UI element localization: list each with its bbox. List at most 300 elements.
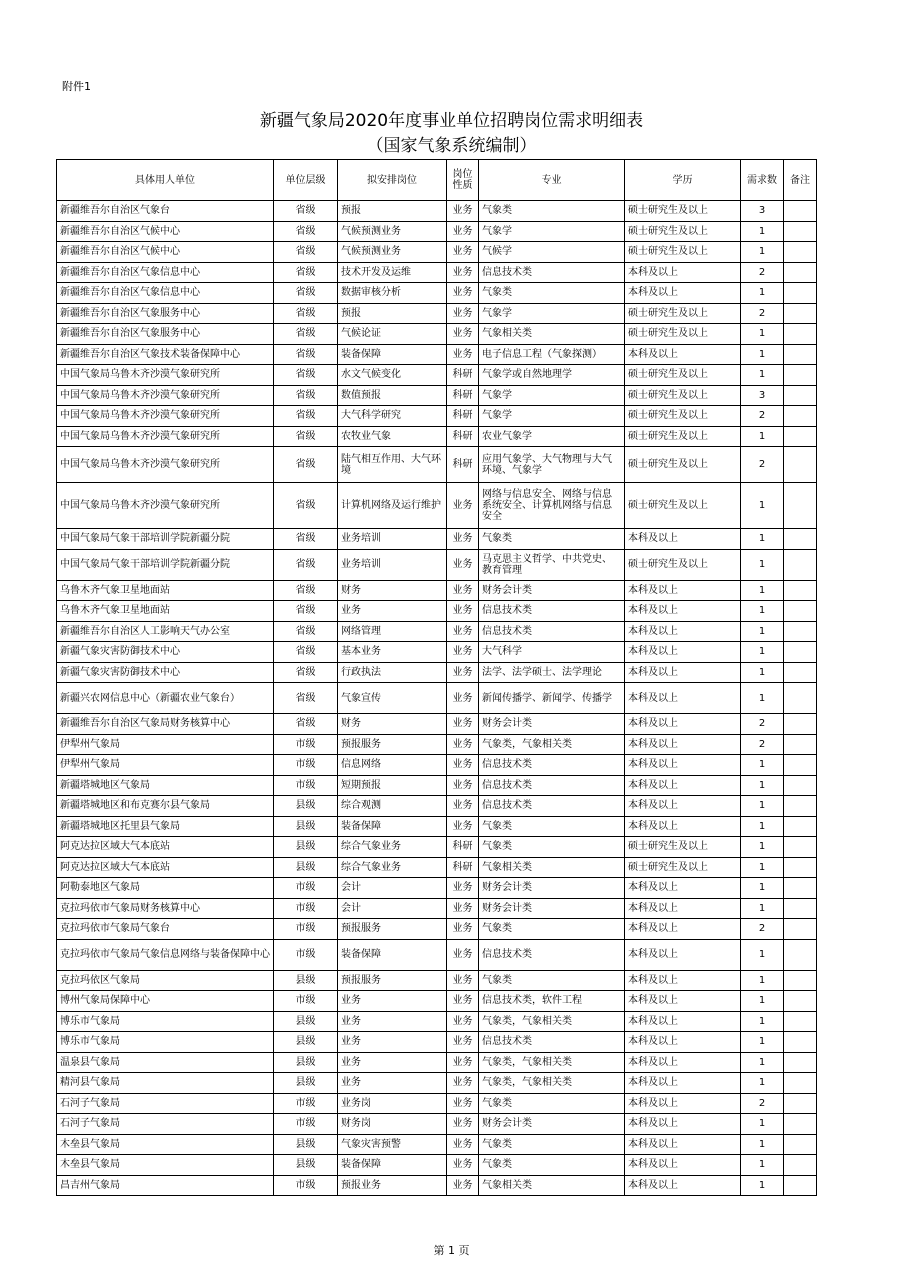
cell-education: 硕士研究生及以上 [625, 857, 741, 878]
cell-count: 1 [741, 1073, 784, 1094]
cell-education: 本科及以上 [625, 1114, 741, 1135]
cell-unit: 精河县气象局 [57, 1073, 274, 1094]
cell-level: 省级 [274, 621, 338, 642]
cell-nature: 业务 [447, 714, 479, 735]
cell-unit: 新疆维吾尔自治区人工影响天气办公室 [57, 621, 274, 642]
cell-count: 1 [741, 796, 784, 817]
cell-level: 县级 [274, 1155, 338, 1176]
cell-unit: 博州气象局保障中心 [57, 991, 274, 1012]
cell-position: 预报业务 [338, 1175, 447, 1196]
cell-major: 网络与信息安全、网络与信息系统安全、计算机网络与信息安全 [479, 483, 625, 529]
cell-remarks [784, 662, 817, 683]
table-row [57, 221, 817, 242]
cell-nature: 科研 [447, 365, 479, 386]
table-row [57, 1052, 817, 1073]
cell-level: 县级 [274, 1032, 338, 1053]
cell-unit: 新疆塔城地区气象局 [57, 775, 274, 796]
cell-level: 市级 [274, 734, 338, 755]
cell-major: 电子信息工程（气象探测） [479, 344, 625, 365]
cell-level: 市级 [274, 755, 338, 776]
header-education: 学历 [625, 160, 741, 201]
cell-education: 本科及以上 [625, 1093, 741, 1114]
cell-nature: 业务 [447, 939, 479, 970]
cell-education: 本科及以上 [625, 714, 741, 735]
cell-nature: 业务 [447, 898, 479, 919]
cell-count: 2 [741, 447, 784, 483]
cell-position: 网络管理 [338, 621, 447, 642]
header-major: 专业 [479, 160, 625, 201]
cell-major: 气象类 [479, 283, 625, 304]
cell-nature: 业务 [447, 549, 479, 580]
cell-unit: 木垒县气象局 [57, 1155, 274, 1176]
cell-education: 本科及以上 [625, 283, 741, 304]
table-row [57, 714, 817, 735]
cell-nature: 业务 [447, 683, 479, 714]
cell-education: 本科及以上 [625, 601, 741, 622]
table-row [57, 1093, 817, 1114]
table-row [57, 775, 817, 796]
cell-nature: 业务 [447, 221, 479, 242]
cell-position: 业务培训 [338, 549, 447, 580]
cell-nature: 业务 [447, 662, 479, 683]
cell-education: 硕士研究生及以上 [625, 324, 741, 345]
cell-major: 气象类 [479, 837, 625, 858]
cell-position: 水文气候变化 [338, 365, 447, 386]
cell-nature: 业务 [447, 262, 479, 283]
cell-education: 本科及以上 [625, 775, 741, 796]
cell-level: 省级 [274, 426, 338, 447]
table-row [57, 344, 817, 365]
cell-major: 信息技术类，软件工程 [479, 991, 625, 1012]
cell-remarks [784, 324, 817, 345]
cell-position: 会计 [338, 878, 447, 899]
cell-education: 本科及以上 [625, 1175, 741, 1196]
cell-education: 硕士研究生及以上 [625, 242, 741, 263]
cell-position: 装备保障 [338, 816, 447, 837]
cell-unit: 新疆兴农网信息中心（新疆农业气象台） [57, 683, 274, 714]
cell-remarks [784, 683, 817, 714]
table-row [57, 1032, 817, 1053]
header-position: 拟安排岗位 [338, 160, 447, 201]
table-row [57, 601, 817, 622]
cell-education: 本科及以上 [625, 919, 741, 940]
cell-remarks [784, 1134, 817, 1155]
table-row [57, 919, 817, 940]
cell-count: 2 [741, 303, 784, 324]
cell-count: 1 [741, 365, 784, 386]
cell-count: 1 [741, 1011, 784, 1032]
cell-position: 数据审核分析 [338, 283, 447, 304]
table-row [57, 1114, 817, 1135]
cell-education: 本科及以上 [625, 970, 741, 991]
attachment-label: 附件1 [62, 80, 91, 93]
table-header-row [57, 160, 817, 201]
cell-unit: 阿克达拉区域大气本底站 [57, 857, 274, 878]
cell-major: 气象类 [479, 201, 625, 222]
cell-unit: 石河子气象局 [57, 1114, 274, 1135]
cell-nature: 业务 [447, 1073, 479, 1094]
cell-count: 1 [741, 898, 784, 919]
cell-level: 市级 [274, 878, 338, 899]
cell-major: 气象类，气象相关类 [479, 1073, 625, 1094]
cell-level: 市级 [274, 991, 338, 1012]
document-title: 新疆气象局2020年度事业单位招聘岗位需求明细表 [259, 111, 644, 131]
cell-remarks [784, 344, 817, 365]
cell-count: 1 [741, 242, 784, 263]
cell-level: 省级 [274, 447, 338, 483]
cell-major: 气象类，气象相关类 [479, 734, 625, 755]
cell-count: 2 [741, 406, 784, 427]
cell-education: 硕士研究生及以上 [625, 426, 741, 447]
cell-count: 1 [741, 324, 784, 345]
cell-position: 基本业务 [338, 642, 447, 663]
cell-unit: 新疆维吾尔自治区气象服务中心 [57, 324, 274, 345]
cell-count: 2 [741, 714, 784, 735]
cell-major: 信息技术类 [479, 1032, 625, 1053]
cell-unit: 克拉玛依区气象局 [57, 970, 274, 991]
cell-remarks [784, 755, 817, 776]
cell-remarks [784, 1032, 817, 1053]
cell-count: 1 [741, 1114, 784, 1135]
cell-major: 信息技术类 [479, 621, 625, 642]
cell-unit: 伊犁州气象局 [57, 734, 274, 755]
cell-major: 气象学 [479, 385, 625, 406]
table-row [57, 1011, 817, 1032]
cell-education: 硕士研究生及以上 [625, 221, 741, 242]
cell-level: 省级 [274, 714, 338, 735]
cell-unit: 新疆维吾尔自治区气候中心 [57, 221, 274, 242]
cell-level: 县级 [274, 1134, 338, 1155]
cell-position: 财务 [338, 714, 447, 735]
cell-level: 县级 [274, 970, 338, 991]
cell-education: 本科及以上 [625, 621, 741, 642]
cell-unit: 克拉玛依市气象局气象台 [57, 919, 274, 940]
cell-remarks [784, 221, 817, 242]
cell-education: 本科及以上 [625, 796, 741, 817]
cell-major: 气象类 [479, 1093, 625, 1114]
cell-position: 装备保障 [338, 939, 447, 970]
cell-major: 气象相关类 [479, 324, 625, 345]
cell-remarks [784, 1114, 817, 1135]
cell-count: 1 [741, 878, 784, 899]
cell-count: 1 [741, 1155, 784, 1176]
cell-nature: 业务 [447, 344, 479, 365]
table-row [57, 283, 817, 304]
cell-level: 省级 [274, 483, 338, 529]
cell-major: 气象类 [479, 816, 625, 837]
cell-nature: 业务 [447, 1011, 479, 1032]
cell-major: 气象类，气象相关类 [479, 1052, 625, 1073]
cell-level: 省级 [274, 324, 338, 345]
cell-nature: 科研 [447, 857, 479, 878]
cell-education: 本科及以上 [625, 344, 741, 365]
cell-nature: 业务 [447, 642, 479, 663]
cell-unit: 温泉县气象局 [57, 1052, 274, 1073]
cell-major: 气象学 [479, 221, 625, 242]
cell-major: 财务会计类 [479, 1114, 625, 1135]
cell-remarks [784, 734, 817, 755]
cell-count: 1 [741, 970, 784, 991]
table-row [57, 898, 817, 919]
cell-nature: 业务 [447, 201, 479, 222]
cell-unit: 中国气象局乌鲁木齐沙漠气象研究所 [57, 447, 274, 483]
table-row [57, 242, 817, 263]
cell-position: 预报服务 [338, 919, 447, 940]
cell-unit: 新疆维吾尔自治区气象局财务核算中心 [57, 714, 274, 735]
table-row [57, 262, 817, 283]
cell-nature: 科研 [447, 426, 479, 447]
cell-position: 气候论证 [338, 324, 447, 345]
cell-unit: 乌鲁木齐气象卫星地面站 [57, 580, 274, 601]
cell-unit: 阿勒泰地区气象局 [57, 878, 274, 899]
cell-unit: 中国气象局乌鲁木齐沙漠气象研究所 [57, 365, 274, 386]
cell-education: 本科及以上 [625, 529, 741, 550]
cell-count: 1 [741, 283, 784, 304]
cell-count: 1 [741, 683, 784, 714]
cell-count: 3 [741, 201, 784, 222]
cell-major: 气象类，气象相关类 [479, 1011, 625, 1032]
cell-level: 省级 [274, 344, 338, 365]
table-row [57, 662, 817, 683]
cell-major: 气象相关类 [479, 857, 625, 878]
cell-unit: 阿克达拉区域大气本底站 [57, 837, 274, 858]
cell-unit: 新疆维吾尔自治区气候中心 [57, 242, 274, 263]
cell-level: 省级 [274, 385, 338, 406]
cell-remarks [784, 549, 817, 580]
cell-education: 硕士研究生及以上 [625, 483, 741, 529]
cell-major: 农业气象学 [479, 426, 625, 447]
cell-remarks [784, 991, 817, 1012]
cell-count: 1 [741, 939, 784, 970]
cell-unit: 昌吉州气象局 [57, 1175, 274, 1196]
cell-position: 装备保障 [338, 1155, 447, 1176]
cell-remarks [784, 262, 817, 283]
table-row [57, 1175, 817, 1196]
cell-count: 2 [741, 262, 784, 283]
cell-position: 预报服务 [338, 734, 447, 755]
cell-education: 硕士研究生及以上 [625, 406, 741, 427]
cell-count: 1 [741, 857, 784, 878]
cell-unit: 博乐市气象局 [57, 1011, 274, 1032]
cell-nature: 业务 [447, 816, 479, 837]
cell-remarks [784, 1175, 817, 1196]
cell-position: 业务 [338, 1011, 447, 1032]
cell-unit: 新疆气象灾害防御技术中心 [57, 642, 274, 663]
cell-nature: 业务 [447, 621, 479, 642]
cell-major: 信息技术类 [479, 755, 625, 776]
cell-remarks [784, 365, 817, 386]
cell-education: 本科及以上 [625, 1052, 741, 1073]
cell-major: 马克思主义哲学、中共党史、教育管理 [479, 549, 625, 580]
cell-level: 县级 [274, 796, 338, 817]
cell-position: 陆气相互作用、大气环境 [338, 447, 447, 483]
cell-unit: 中国气象局气象干部培训学院新疆分院 [57, 549, 274, 580]
header-remarks: 备注 [784, 160, 817, 201]
table-row [57, 447, 817, 483]
cell-nature: 科研 [447, 447, 479, 483]
cell-major: 气象类 [479, 1155, 625, 1176]
cell-remarks [784, 385, 817, 406]
cell-level: 省级 [274, 549, 338, 580]
table-row [57, 324, 817, 345]
cell-education: 硕士研究生及以上 [625, 447, 741, 483]
cell-remarks [784, 529, 817, 550]
cell-level: 省级 [274, 365, 338, 386]
cell-major: 气象相关类 [479, 1175, 625, 1196]
table-row [57, 991, 817, 1012]
cell-remarks [784, 601, 817, 622]
table-row [57, 755, 817, 776]
cell-count: 1 [741, 991, 784, 1012]
cell-major: 信息技术类 [479, 939, 625, 970]
cell-position: 大气科学研究 [338, 406, 447, 427]
cell-level: 省级 [274, 580, 338, 601]
table-row [57, 529, 817, 550]
cell-major: 财务会计类 [479, 714, 625, 735]
table-row [57, 857, 817, 878]
table-row [57, 1073, 817, 1094]
cell-unit: 新疆塔城地区托里县气象局 [57, 816, 274, 837]
cell-level: 市级 [274, 1093, 338, 1114]
page-number: 第 1 页 [433, 1244, 470, 1257]
cell-education: 本科及以上 [625, 262, 741, 283]
cell-position: 计算机网络及运行维护 [338, 483, 447, 529]
cell-count: 1 [741, 1134, 784, 1155]
table-row [57, 621, 817, 642]
cell-remarks [784, 878, 817, 899]
cell-level: 市级 [274, 775, 338, 796]
cell-level: 市级 [274, 919, 338, 940]
cell-position: 气象灾害预警 [338, 1134, 447, 1155]
cell-remarks [784, 1155, 817, 1176]
cell-unit: 乌鲁木齐气象卫星地面站 [57, 601, 274, 622]
cell-nature: 业务 [447, 970, 479, 991]
cell-position: 业务 [338, 1073, 447, 1094]
table-row [57, 939, 817, 970]
cell-nature: 科研 [447, 406, 479, 427]
cell-nature: 业务 [447, 580, 479, 601]
cell-count: 1 [741, 642, 784, 663]
cell-position: 财务 [338, 580, 447, 601]
cell-major: 气象类 [479, 919, 625, 940]
cell-level: 省级 [274, 201, 338, 222]
cell-unit: 博乐市气象局 [57, 1032, 274, 1053]
cell-major: 法学、法学硕士、法学理论 [479, 662, 625, 683]
cell-count: 1 [741, 816, 784, 837]
cell-nature: 业务 [447, 1134, 479, 1155]
cell-remarks [784, 303, 817, 324]
cell-education: 本科及以上 [625, 734, 741, 755]
cell-position: 综合气象业务 [338, 837, 447, 858]
cell-remarks [784, 714, 817, 735]
table-row [57, 796, 817, 817]
cell-position: 业务 [338, 1032, 447, 1053]
cell-nature: 业务 [447, 283, 479, 304]
cell-remarks [784, 775, 817, 796]
cell-unit: 克拉玛依市气象局财务核算中心 [57, 898, 274, 919]
cell-count: 1 [741, 344, 784, 365]
cell-position: 业务培训 [338, 529, 447, 550]
cell-remarks [784, 483, 817, 529]
cell-count: 1 [741, 221, 784, 242]
cell-count: 1 [741, 549, 784, 580]
cell-unit: 木垒县气象局 [57, 1134, 274, 1155]
header-unit: 具体用人单位 [57, 160, 274, 201]
cell-count: 1 [741, 1175, 784, 1196]
cell-remarks [784, 283, 817, 304]
cell-major: 财务会计类 [479, 878, 625, 899]
table-row [57, 683, 817, 714]
cell-level: 省级 [274, 242, 338, 263]
cell-education: 本科及以上 [625, 1073, 741, 1094]
cell-level: 省级 [274, 662, 338, 683]
cell-education: 本科及以上 [625, 580, 741, 601]
cell-education: 本科及以上 [625, 1032, 741, 1053]
cell-unit: 新疆维吾尔自治区气象技术装备保障中心 [57, 344, 274, 365]
cell-count: 1 [741, 529, 784, 550]
cell-count: 1 [741, 621, 784, 642]
cell-education: 本科及以上 [625, 662, 741, 683]
table-row [57, 406, 817, 427]
cell-nature: 科研 [447, 837, 479, 858]
cell-major: 新闻传播学、新闻学、传播学 [479, 683, 625, 714]
cell-level: 省级 [274, 642, 338, 663]
cell-nature: 业务 [447, 1114, 479, 1135]
cell-level: 省级 [274, 303, 338, 324]
cell-position: 农牧业气象 [338, 426, 447, 447]
cell-position: 财务岗 [338, 1114, 447, 1135]
table-row [57, 642, 817, 663]
cell-remarks [784, 580, 817, 601]
cell-nature: 业务 [447, 1093, 479, 1114]
cell-major: 财务会计类 [479, 898, 625, 919]
cell-position: 气候预测业务 [338, 221, 447, 242]
cell-major: 气象类 [479, 1134, 625, 1155]
cell-nature: 业务 [447, 796, 479, 817]
cell-nature: 业务 [447, 242, 479, 263]
cell-unit: 中国气象局气象干部培训学院新疆分院 [57, 529, 274, 550]
cell-unit: 新疆维吾尔自治区气象服务中心 [57, 303, 274, 324]
cell-count: 1 [741, 483, 784, 529]
cell-level: 省级 [274, 406, 338, 427]
cell-education: 本科及以上 [625, 1134, 741, 1155]
cell-education: 硕士研究生及以上 [625, 549, 741, 580]
cell-unit: 中国气象局乌鲁木齐沙漠气象研究所 [57, 426, 274, 447]
cell-education: 本科及以上 [625, 1011, 741, 1032]
cell-remarks [784, 970, 817, 991]
cell-education: 本科及以上 [625, 683, 741, 714]
cell-level: 市级 [274, 898, 338, 919]
cell-count: 1 [741, 1032, 784, 1053]
cell-major: 气候学 [479, 242, 625, 263]
cell-nature: 业务 [447, 303, 479, 324]
cell-education: 硕士研究生及以上 [625, 365, 741, 386]
table-row [57, 816, 817, 837]
cell-count: 2 [741, 734, 784, 755]
cell-major: 气象类 [479, 970, 625, 991]
cell-remarks [784, 898, 817, 919]
cell-major: 信息技术类 [479, 775, 625, 796]
cell-education: 本科及以上 [625, 755, 741, 776]
table-row [57, 201, 817, 222]
header-level: 单位层级 [274, 160, 338, 201]
cell-education: 本科及以上 [625, 898, 741, 919]
cell-position: 数值预报 [338, 385, 447, 406]
cell-education: 本科及以上 [625, 816, 741, 837]
cell-position: 短期预报 [338, 775, 447, 796]
cell-major: 财务会计类 [479, 580, 625, 601]
cell-level: 县级 [274, 1073, 338, 1094]
